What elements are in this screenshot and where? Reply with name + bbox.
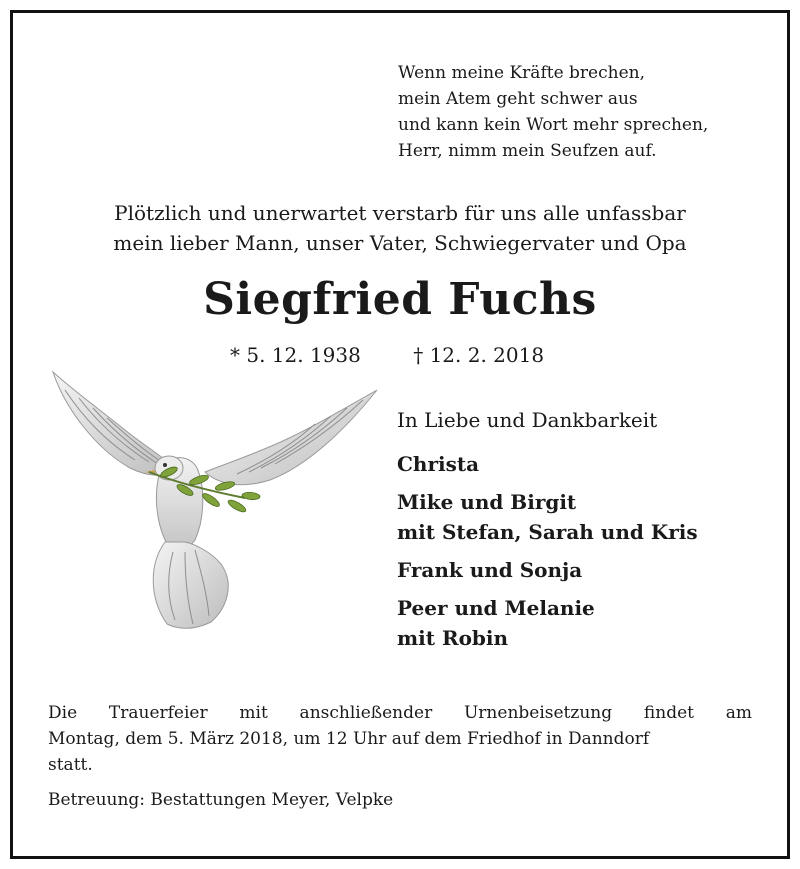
birth-date: * 5. 12. 1938: [230, 343, 361, 367]
family-group: [397, 487, 698, 547]
funeral-notice: [48, 700, 752, 778]
family-line: mit Robin: [397, 626, 509, 650]
death-date: † 12. 2. 2018: [413, 343, 545, 367]
intro-line: mein lieber Mann, unser Vater, Schwiegervater und Opa: [113, 231, 687, 255]
family-group: [397, 449, 698, 479]
poem-line: Wenn meine Kräfte brechen,: [398, 63, 645, 83]
family-line: Christa: [397, 452, 480, 476]
family-group: [397, 555, 698, 585]
intro-text: [48, 198, 752, 258]
notice-line: Montag, dem 5. März 2018, um 12 Uhr auf dem Friedhof in Danndorf: [48, 729, 650, 749]
family-line: Mike und Birgit: [397, 490, 577, 514]
intro-line: Plötzlich und unerwartet verstarb für uns alle unfassbar: [114, 201, 686, 225]
notice-line: Die Trauerfeier mit anschließender Urnenbeisetzung findet am: [48, 703, 752, 723]
deceased-name: Siegfried Fuchs: [203, 274, 597, 325]
family-line: mit Stefan, Sarah und Kris: [397, 520, 698, 544]
dove-icon: [45, 368, 385, 636]
family-line: Frank und Sonja: [397, 558, 583, 582]
poem: [398, 60, 708, 164]
family-signatures: [397, 405, 698, 661]
undertaker-credit: Betreuung: Bestattungen Meyer, Velpke: [48, 790, 394, 810]
poem-line: mein Atem geht schwer aus: [398, 89, 638, 109]
family-line: Peer und Melanie: [397, 596, 595, 620]
poem-line: Herr, nimm mein Seufzen auf.: [398, 141, 657, 161]
life-dates: [230, 341, 544, 369]
thanks-line: In Liebe und Dankbarkeit: [397, 408, 658, 432]
family-group: [397, 593, 698, 653]
poem-line: und kann kein Wort mehr sprechen,: [398, 115, 709, 135]
notice-line: statt.: [48, 755, 93, 775]
